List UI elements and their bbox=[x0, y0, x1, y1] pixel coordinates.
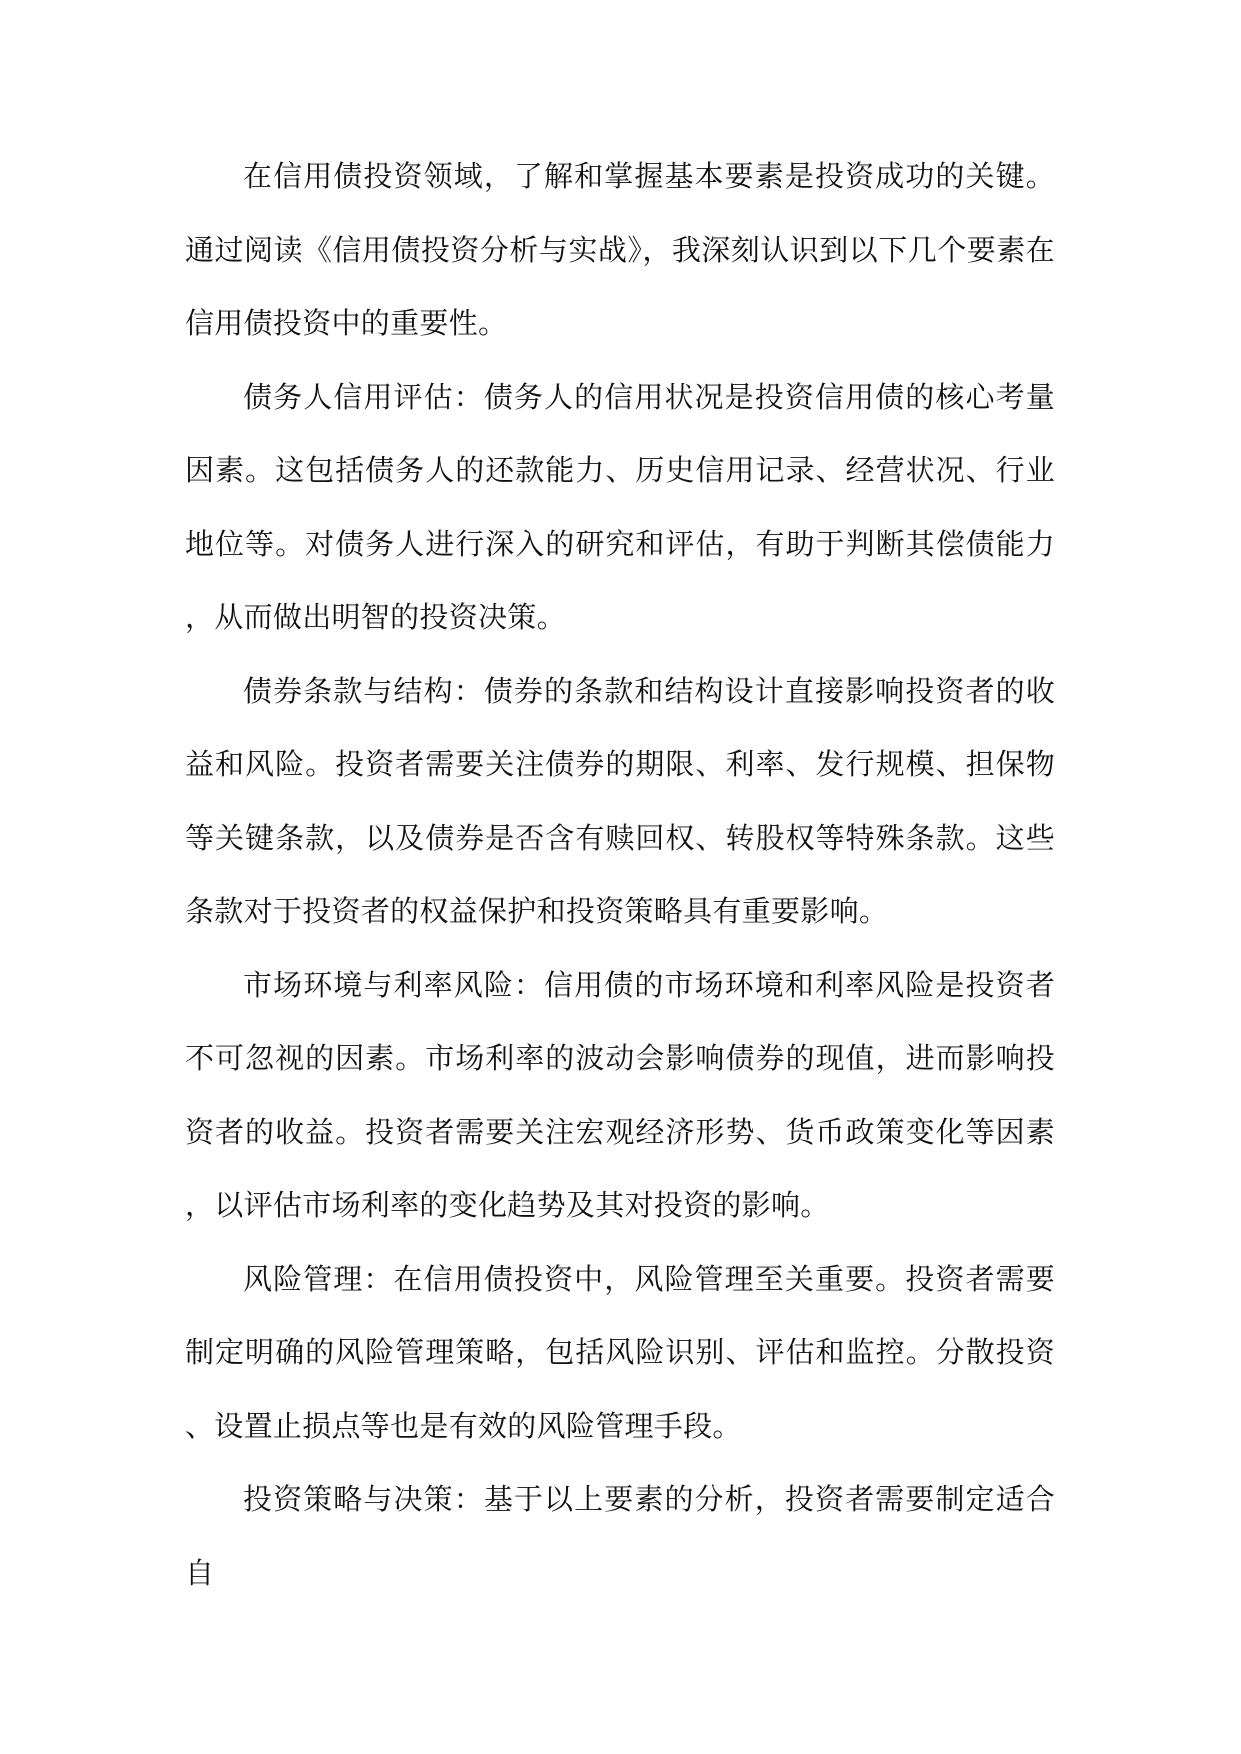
paragraph-debtor-credit-assessment: 债务人信用评估：债务人的信用状况是投资信用债的核心考量因素。这包括债务人的还款能力、历史信用记录、经营状况、行业地位等。对债务人进行深入的研究和评估，有助于判断其偿债能力，从而做出明智的投资决策。 bbox=[185, 379, 1055, 634]
paragraph-market-rate-risk: 市场环境与利率风险：信用债的市场环境和利率风险是投资者不可忽视的因素。市场利率的波动会影响债券的现值，进而影响投资者的收益。投资者需要关注宏观经济形势、货币政策变化等因素，以评估市场利率的变化趋势及其对投资的影响。 bbox=[185, 967, 1055, 1222]
paragraph-strategy-decision: 投资策略与决策：基于以上要素的分析，投资者需要制定适合自 bbox=[185, 1482, 1055, 1590]
document-body bbox=[185, 140, 1055, 1610]
paragraph-risk-management: 风险管理：在信用债投资中，风险管理至关重要。投资者需要制定明确的风险管理策略，包括风险识别、评估和监控。分散投资、设置止损点等也是有效的风险管理手段。 bbox=[185, 1261, 1055, 1443]
paragraph-bond-terms-structure: 债券条款与结构：债券的条款和结构设计直接影响投资者的收益和风险。投资者需要关注债券的期限、利率、发行规模、担保物等关键条款，以及债券是否含有赎回权、转股权等特殊条款。这些条款对于投资者的权益保护和投资策略具有重要影响。 bbox=[185, 673, 1055, 928]
paragraph-intro: 在信用债投资领域，了解和掌握基本要素是投资成功的关键。通过阅读《信用债投资分析与实战》，我深刻认识到以下几个要素在信用债投资中的重要性。 bbox=[185, 159, 1055, 340]
